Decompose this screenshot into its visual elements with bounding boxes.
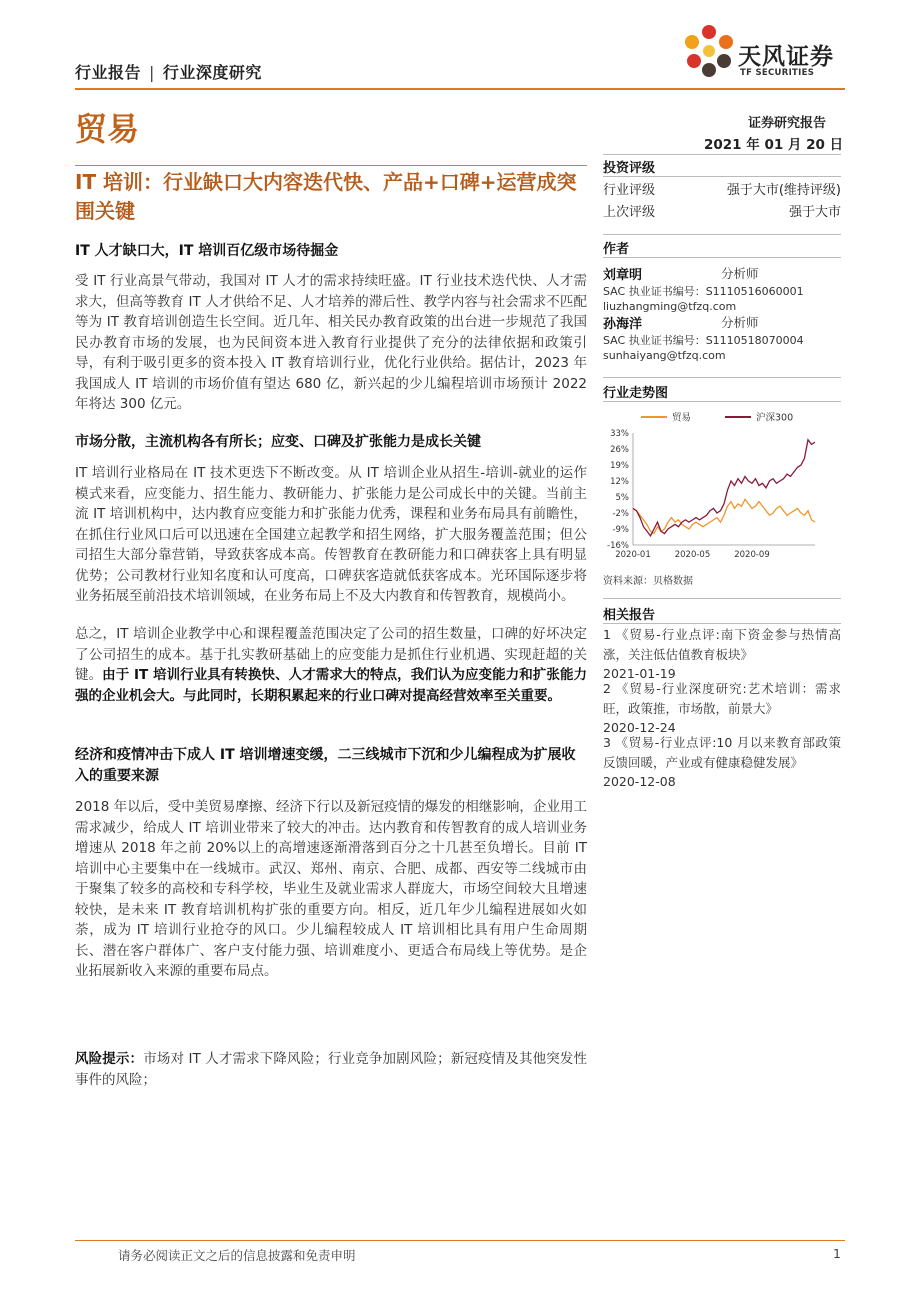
related-heading: 相关报告: [603, 608, 656, 623]
author-sac: SAC 执业证书编号：S1110516060001: [603, 285, 804, 298]
related-report-date: 2021-01-19: [603, 666, 676, 681]
footer-divider: [75, 1240, 845, 1241]
chart-y-tick-label: -2%: [612, 509, 629, 519]
chart-x-tick-label: 2020-09: [734, 550, 770, 560]
author-role: 分析师: [721, 315, 759, 330]
trend-heading: 行业走势图: [603, 386, 669, 401]
rating-value: 强于大市(维持评级): [726, 183, 841, 198]
report-category: [75, 60, 262, 83]
author-email[interactable]: sunhaiyang@tfzq.com: [603, 349, 726, 362]
report-date: 2021 年 01 月 20 日: [704, 137, 844, 153]
related-report-item[interactable]: [603, 679, 841, 738]
authors-top-divider: [603, 234, 841, 235]
chart-y-tick-label: -9%: [612, 525, 629, 535]
rating-label: 行业评级: [603, 183, 656, 198]
chart-series-line: [633, 440, 815, 536]
risk-warning: [75, 1049, 587, 1090]
author-name: 刘章明: [603, 268, 643, 283]
chart-y-tick-label: 19%: [610, 461, 629, 471]
authors-divider: [603, 257, 841, 258]
chart-legend-label: 贸易: [672, 412, 692, 424]
section-paragraph-3: [75, 624, 587, 706]
related-divider: [603, 623, 841, 624]
author-card: [603, 313, 841, 362]
page-number: 1: [833, 1246, 841, 1261]
chart-source: 资料来源：贝格数据: [603, 576, 693, 587]
section-paragraph-1: 受 IT 行业高景气带动，我国对 IT 人才的需求持续旺盛。IT 行业技术迭代快、人才需求大，但高等教育 IT 人才供给不足、人才培养的滞后性、教学内容与社会需求不匹配等为 IT 教育培训创造生长空间。近几年、相关民办教育政策的出台进一步规范了我国民办教育市场的发展，也为民间资本进入教育行业提供了充分的法律依据和政策引导，有利于吸引更多的资本投入 IT 教育培训行业，优化行业供给。据估计，2023 年我国成人 IT 培训的市场价值有望达 680 亿，新兴起的少儿编程培训市场预计 2022 年将达 300 亿元。: [75, 273, 587, 412]
rating-value: 强于大市: [788, 205, 841, 220]
related-report-title[interactable]: 3 《贸易-行业点评:10 月以来教育部政策反馈回暖，产业或有健康稳健发展》: [603, 735, 841, 770]
related-report-date: 2020-12-08: [603, 774, 676, 789]
rating-top-divider: [603, 154, 841, 155]
authors-heading: 作者: [603, 242, 630, 257]
header-separator: |: [149, 63, 155, 82]
rating-heading: 投资评级: [603, 161, 656, 176]
section-paragraph-2: IT 培训行业格局在 IT 技术更迭下不断改变。从 IT 培训企业从招生-培训-就业的运作模式来看，应变能力、招生能力、教研能力、扩张能力是公司成长中的关键。当前主流 IT 培训机构中，达内教育应变能力和扩张能力优秀，课程和业务布局具有前瞻性，在抓住行业风口后可以迅速在全国建立起教学和招生网络，扩大服务覆盖范围；但公司招生大部分靠营销，导致获客成本高。传智教育在教研能力和口碑获客上具有明显优势；公司教材行业知名度和认可度高，口碑获客造就低获客成本。光环国际逐步将业务拓展至前沿技术培训领域，在业务布局上不及大内教育和传智教育，规模尚小。: [75, 465, 587, 604]
related-report-item[interactable]: [603, 625, 841, 684]
chart-y-tick-label: -16%: [607, 541, 629, 551]
chart-legend-label: 沪深300: [756, 412, 794, 424]
report-category-label: 行业报告: [75, 63, 142, 82]
author-card: [603, 264, 841, 313]
related-report-date: 2020-12-24: [603, 720, 676, 735]
logo-text-en: TF SECURITIES: [740, 68, 815, 78]
section-heading-1: IT 人才缺口大，IT 培训百亿级市场待掘金: [75, 243, 339, 259]
chart-x-tick-label: 2020-01: [615, 550, 651, 560]
report-type: 证券研究报告: [748, 116, 827, 131]
author-role: 分析师: [721, 266, 759, 281]
header-divider: [75, 88, 845, 90]
trend-divider: [603, 401, 841, 402]
chart-y-tick-label: 5%: [615, 493, 629, 503]
report-title: IT 培训：行业缺口大内容迭代快、产品+口碑+运营成突围关键: [75, 170, 577, 223]
related-report-title[interactable]: 2 《贸易-行业深度研究:艺术培训：需求旺，政策推，市场散，前景大》: [603, 681, 841, 716]
company-logo: [680, 20, 850, 88]
section-paragraph-4: 2018 年以后，受中美贸易摩擦、经济下行以及新冠疫情的爆发的相继影响，企业用工需求减少，给成人 IT 培训业带来了较大的冲击。达内教育和传智教育的成人培训业务增速从 2018 年之前 20%以上的高增速逐渐滑落到百分之十几甚至负增长。目前 IT 培训中心主要集中在一线城市。武汉、郑州、南京、合肥、成都、西安等二线城市由于聚集了较多的高校和专科学校，毕业生及就业需求人群庞大，市场空间较大且增速较快，是未来 IT 教育培训机构扩张的重要方向。相反，近几年少儿编程进展如火如荼，成为 IT 培训行业抢夺的风口。少儿编程较成人 IT 培训相比具有用户生命周期长、潜在客户群体广、客户支付能力强、培训难度小、更适合布局线上等优势。是企业拓展新收入来源的重要布局点。: [75, 799, 587, 979]
chart-y-tick-label: 12%: [610, 477, 629, 487]
related-report-item[interactable]: [603, 733, 841, 792]
related-top-divider: [603, 598, 841, 599]
related-report-title[interactable]: 1 《贸易-行业点评:南下资金参与热情高涨，关注低估值教育板块》: [603, 627, 841, 662]
author-name: 孙海洋: [603, 317, 643, 332]
trend-top-divider: [603, 377, 841, 378]
rating-divider: [603, 176, 841, 177]
rating-row-previous: [603, 201, 841, 221]
section-paragraph-3-bold: 由于 IT 培训行业具有转换快、人才需求大的特点，我们认为应变能力和扩张能力强的企业机会大。与此同时，长期积累起来的行业口碑对提高经营效率至关重要。: [75, 667, 588, 704]
section-paragraph-3-text: 总之，IT 培训企业教学中心和课程覆盖范围决定了公司的招生数量，口碑的好坏决定了公司招生的成本。基于扎实教研基础上的应变能力是抓住行业机遇、实现赶超的关键。: [75, 626, 587, 683]
chart-y-tick-label: 26%: [610, 445, 629, 455]
report-subcategory-label: 行业深度研究: [162, 63, 262, 82]
logo-text-cn: 天风证券: [738, 44, 834, 70]
industry-trend-chart: [603, 405, 841, 563]
footer-disclaimer: 请务必阅读正文之后的信息披露和免责申明: [118, 1248, 356, 1263]
rating-row-current: [603, 179, 841, 199]
author-email[interactable]: liuzhangming@tfzq.com: [603, 300, 737, 313]
chart-x-tick-label: 2020-05: [674, 550, 711, 560]
logo-flower-icon: [680, 20, 738, 82]
chart-y-tick-label: 33%: [610, 429, 629, 439]
sector-title: 贸易: [75, 110, 140, 148]
section-heading-2: 市场分散，主流机构各有所长；应变、口碑及扩张能力是成长关键: [75, 434, 481, 450]
risk-text: 市场对 IT 人才需求下降风险；行业竞争加剧风险；新冠疫情及其他突发性事件的风险；: [75, 1051, 587, 1088]
rating-label: 上次评级: [603, 205, 656, 220]
risk-label: 风险提示：: [75, 1051, 144, 1067]
title-divider: [75, 165, 587, 166]
section-heading-3: 经济和疫情冲击下成人 IT 培训增速变缓，二三线城市下沉和少儿编程成为扩展收入的重要来源: [75, 747, 576, 784]
author-sac: SAC 执业证书编号：S1110518070004: [603, 334, 804, 347]
